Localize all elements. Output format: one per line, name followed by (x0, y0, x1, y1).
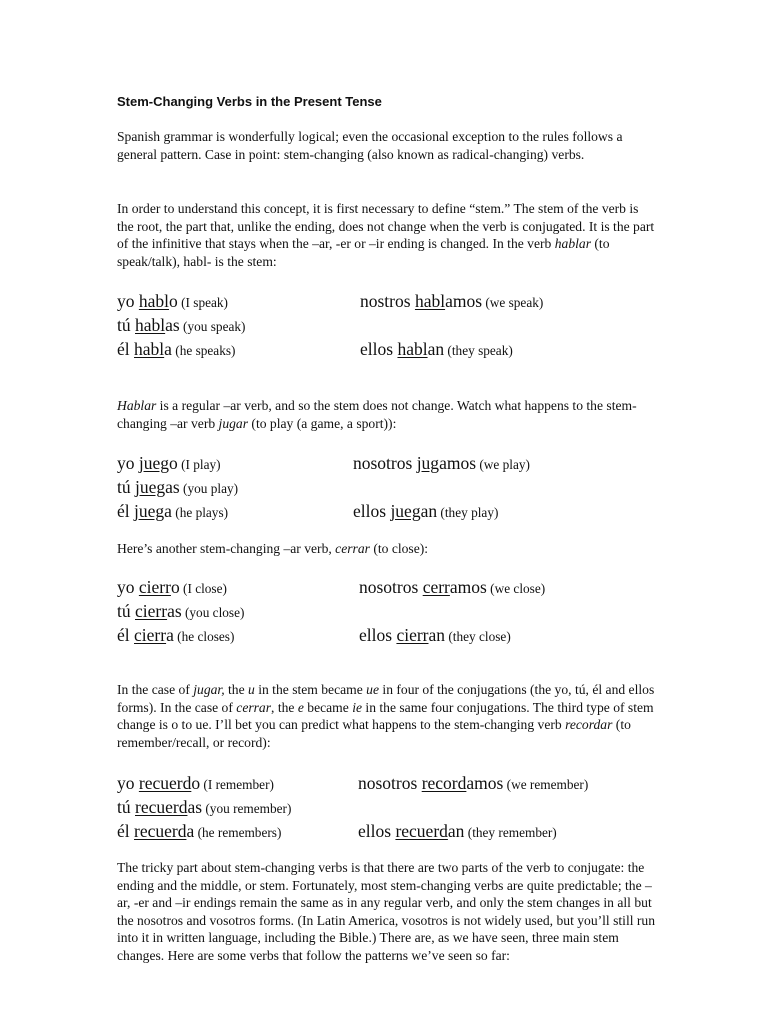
pronoun: él (117, 625, 135, 645)
verb-ending: as (165, 315, 180, 335)
conjugation-row (117, 577, 677, 601)
verb-ending: o (169, 453, 178, 473)
verb-ending: as (167, 601, 182, 621)
verb-ending: an (420, 501, 438, 521)
conjugation-row (117, 453, 677, 477)
plural-form (360, 339, 513, 360)
verb-ending: amos (445, 291, 483, 311)
cerrar-intro-paragraph: Here’s another stem-changing –ar verb, cerrar (to close): (117, 541, 429, 556)
pronoun: nostros (360, 291, 415, 311)
pronoun: tú (117, 601, 135, 621)
pronoun: tú (117, 477, 135, 497)
verb-ending: as (165, 477, 180, 497)
pronoun: ellos (353, 501, 391, 521)
intro-paragraph: Spanish grammar is wonderfully logical; even the occasional exception to the rules follows a general pattern. Case in point: stem-changing (also known as radical-changing) verbs. (117, 129, 623, 162)
plural-form (359, 577, 545, 598)
verb-ending: amos (449, 577, 487, 597)
verb-stem: recuerd (135, 797, 188, 817)
verb-stem: cierr (138, 577, 171, 597)
translation-gloss: (I speak) (177, 295, 228, 310)
verb-ending: a (164, 501, 172, 521)
translation-gloss: (we close) (486, 581, 546, 596)
verb-ending: as (187, 797, 203, 817)
plural-form (359, 625, 511, 646)
verb-stem: cierr (134, 625, 167, 645)
pronoun: ellos (360, 339, 398, 359)
translation-gloss: (he remembers) (194, 825, 282, 840)
verb-stem: cierr (135, 601, 168, 621)
plural-form (360, 291, 543, 312)
singular-form (117, 453, 221, 474)
translation-gloss: (I play) (177, 457, 221, 472)
pronoun: él (117, 501, 135, 521)
verb-ending: amos (466, 773, 504, 793)
stem-change-explanation-paragraph: In the case of jugar, the u in the stem became ue in four of the conjugations (the yo, tú, él and ellos forms). In the case of cerrar, the e became ie in the same four conjugations. The third type of stem change is o to ue. I’ll bet you can predict what happens to the stem-changing verb recordar (to remember/recall, or record): (117, 682, 655, 750)
translation-gloss: (you close) (181, 605, 245, 620)
plural-form (353, 501, 498, 522)
plural-form (358, 773, 588, 794)
translation-gloss: (we speak) (482, 295, 544, 310)
verb-stem: jueg (138, 453, 170, 473)
verb-stem: recuerd (134, 821, 187, 841)
pronoun: yo (117, 453, 139, 473)
verb-ending: o (169, 291, 178, 311)
translation-gloss: (they remember) (464, 825, 557, 840)
verb-stem: record (421, 773, 467, 793)
verb-stem: recuerd (395, 821, 448, 841)
pronoun: tú (117, 797, 135, 817)
verb-stem: jueg (135, 477, 166, 497)
verb-ending: an (428, 625, 446, 645)
singular-form (117, 291, 228, 312)
translation-gloss: (you remember) (202, 801, 292, 816)
stem-definition-paragraph: In order to understand this concept, it is first necessary to define “stem.” The stem of the verb is the root, the part that, unlike the ending, does not change when the verb is conjugated. It is the part of the infinitive that stays when the –ar, -er or –ir ending is changed. In the verb hablar (to speak/talk), habl- is the stem: (117, 201, 655, 269)
singular-form (117, 821, 281, 842)
verb-ending: a (166, 625, 174, 645)
conjugation-row (117, 601, 677, 625)
pronoun: ellos (358, 821, 396, 841)
pronoun: ellos (359, 625, 397, 645)
translation-gloss: (we play) (476, 457, 530, 472)
pronoun: yo (117, 577, 139, 597)
singular-form (117, 797, 291, 818)
conjugation-row (117, 477, 677, 501)
translation-gloss: (they play) (437, 505, 499, 520)
tricky-part-paragraph: The tricky part about stem-changing verbs is that there are two parts of the verb to conjugate: the ending and the middle, or stem. Fortunately, most stem-changing verbs are quite predictable; the –ar, -er and –ir endings remain the same as in any regular verb, and only the stem changes in all but the nosotros and vosotros forms. (In Latin America, vosotros is not widely used, but you’ll still run into it in written language, including the Bible.) There are, as we have seen, three main stem changes. Here are some verbs that follow the patterns we’ve seen so far: (117, 860, 656, 963)
plural-form (353, 453, 530, 474)
translation-gloss: (they speak) (444, 343, 513, 358)
singular-form (117, 339, 235, 360)
translation-gloss: (he plays) (171, 505, 229, 520)
singular-form (117, 773, 274, 794)
plural-form (358, 821, 557, 842)
pronoun: nosotros (358, 773, 422, 793)
verb-stem: jug (416, 453, 440, 473)
singular-form (117, 601, 244, 622)
pronoun: él (117, 821, 135, 841)
pronoun: él (117, 339, 135, 359)
pronoun: yo (117, 773, 139, 793)
conjugation-row (117, 625, 677, 649)
verb-stem: habl (134, 339, 165, 359)
verb-stem: habl (135, 315, 166, 335)
conjugation-row (117, 339, 677, 363)
pronoun: tú (117, 315, 135, 335)
singular-form (117, 315, 245, 336)
verb-stem: habl (414, 291, 446, 311)
translation-gloss: (he speaks) (171, 343, 236, 358)
pronoun: yo (117, 291, 139, 311)
translation-gloss: (you speak) (179, 319, 246, 334)
translation-gloss: (they close) (445, 629, 511, 644)
verb-ending: an (427, 339, 445, 359)
pronoun: nosotros (359, 577, 423, 597)
hablar-paragraph: Hablar is a regular –ar verb, and so the stem does not change. Watch what happens to the stem-changing –ar verb jugar (to play (a game, a sport)): (117, 398, 637, 431)
verb-ending: an (447, 821, 465, 841)
conjugation-row (117, 797, 677, 821)
conjugation-row (117, 501, 677, 525)
singular-form (117, 625, 234, 646)
conjugation-row (117, 821, 677, 845)
pronoun: nosotros (353, 453, 417, 473)
conjugation-row (117, 773, 677, 797)
verb-ending: a (186, 821, 195, 841)
translation-gloss: (I close) (179, 581, 227, 596)
singular-form (117, 477, 238, 498)
verb-stem: habl (397, 339, 428, 359)
verb-ending: a (164, 339, 172, 359)
verb-stem: jueg (390, 501, 421, 521)
verb-stem: cierr (396, 625, 429, 645)
conjugation-row (117, 315, 677, 339)
verb-ending: o (191, 773, 201, 793)
verb-stem: habl (138, 291, 170, 311)
verb-ending: amos (439, 453, 477, 473)
singular-form (117, 501, 228, 522)
conjugation-row (117, 291, 677, 315)
verb-stem: recuerd (138, 773, 192, 793)
singular-form (117, 577, 227, 598)
verb-stem: cerr (422, 577, 450, 597)
verb-ending: o (170, 577, 180, 597)
translation-gloss: (I remember) (200, 777, 274, 792)
translation-gloss: (he closes) (173, 629, 235, 644)
page-title: Stem-Changing Verbs in the Present Tense (117, 94, 382, 109)
translation-gloss: (you play) (179, 481, 239, 496)
translation-gloss: (we remember) (503, 777, 589, 792)
verb-stem: jueg (134, 501, 165, 521)
